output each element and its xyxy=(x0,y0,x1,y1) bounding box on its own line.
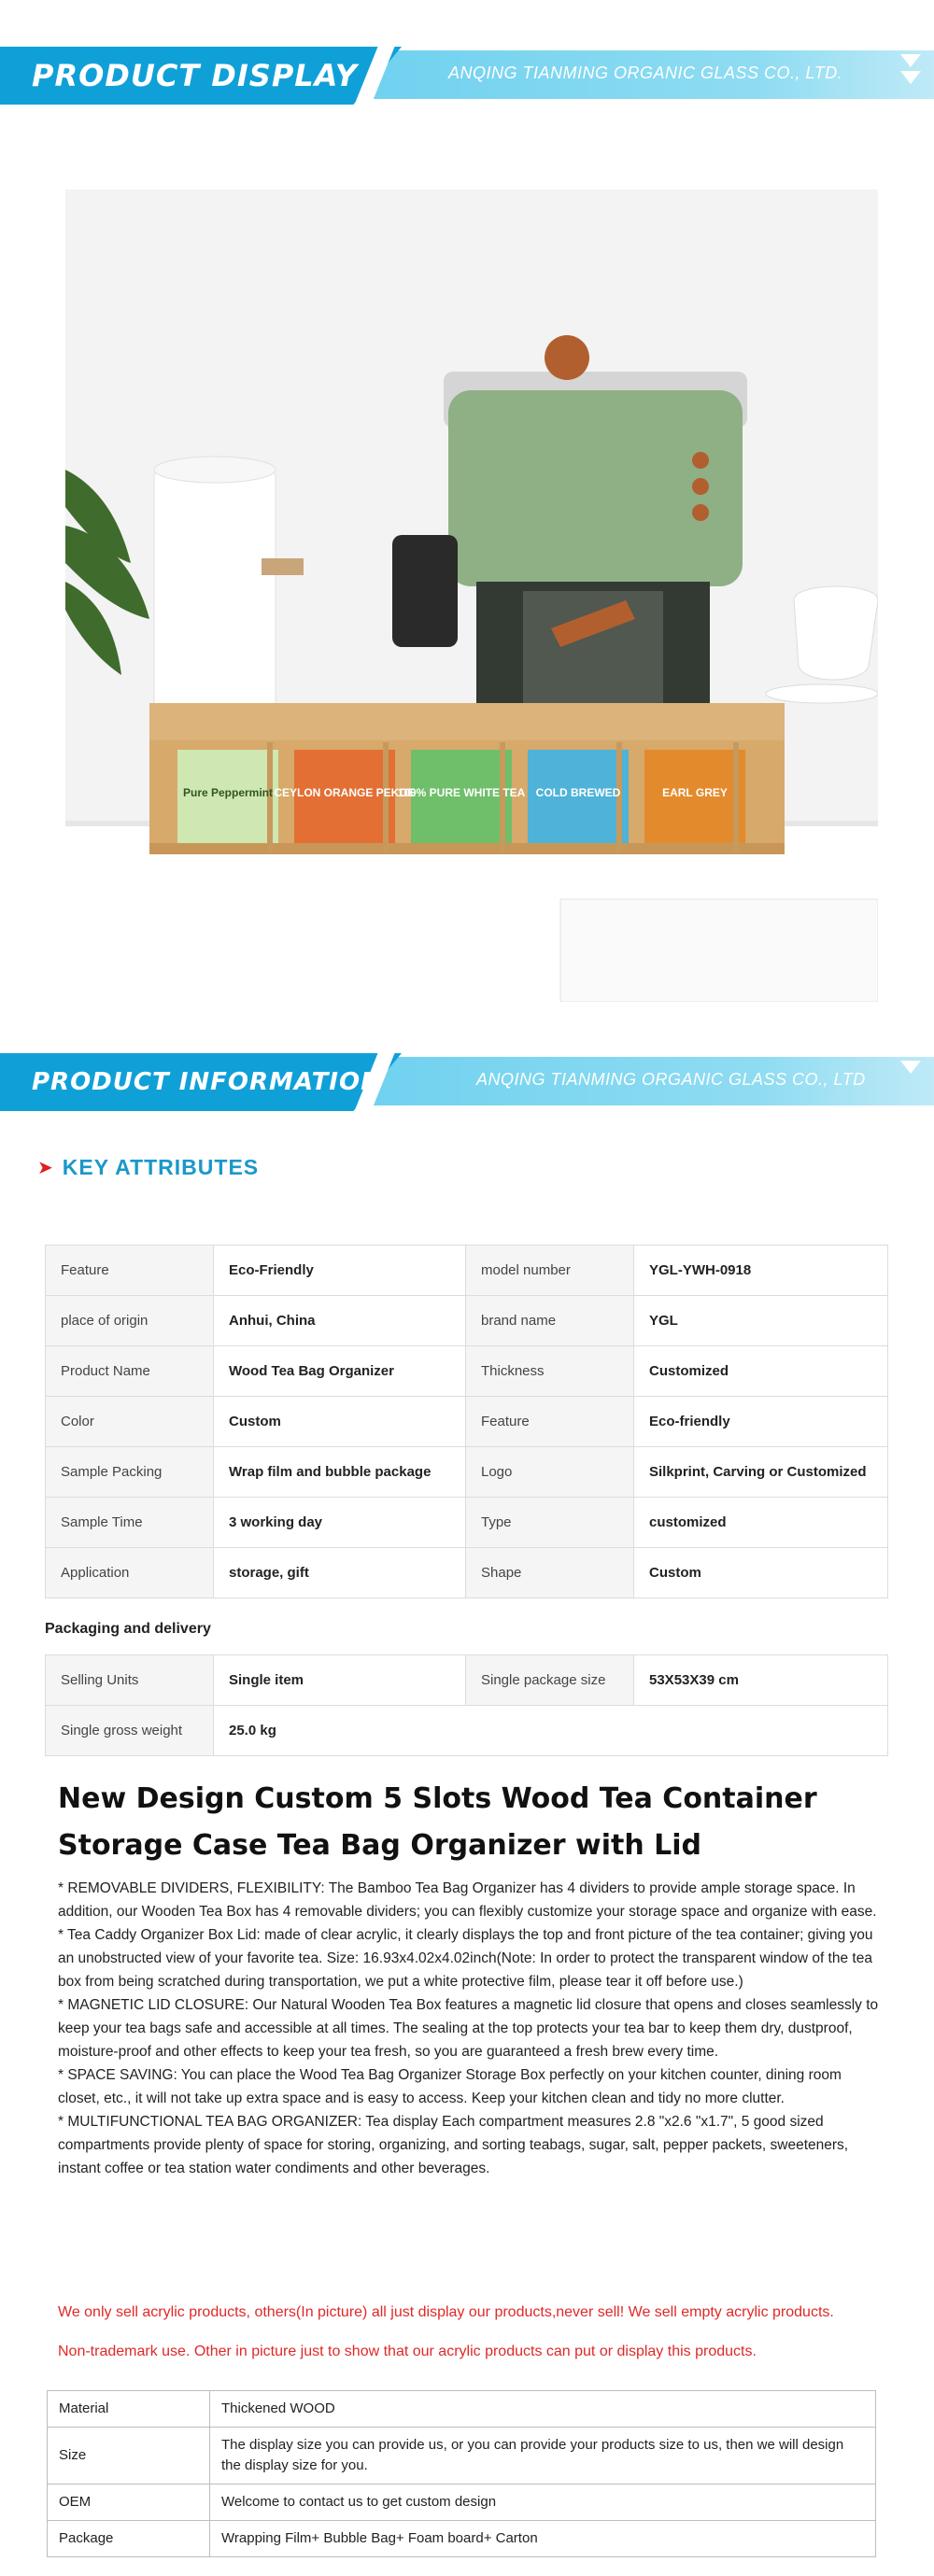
notice-line: We only sell acrylic products, others(In picture) all just display our products,never sell! We sell empty acrylic products. xyxy=(58,2304,834,2320)
chevron-down-icon xyxy=(899,50,923,97)
spec-value: Welcome to contact us to get custom design xyxy=(210,2485,876,2521)
attr-key: place of origin xyxy=(46,1296,214,1346)
attr-key: Product Name xyxy=(46,1346,214,1397)
attr-value: YGL-YWH-0918 xyxy=(634,1246,888,1296)
attr-key: model number xyxy=(466,1246,634,1296)
arrow-right-icon: ➤ xyxy=(37,1158,53,1178)
attr-value: Single item xyxy=(214,1655,466,1706)
tea-label-earl-grey: EARL GREY xyxy=(662,786,728,799)
table-row xyxy=(46,1498,888,1548)
chevron-down-icon xyxy=(899,1057,923,1085)
attr-value: Custom xyxy=(634,1548,888,1598)
notice-line: Non-trademark use. Other in picture just to show that our acrylic products can put or display this products. xyxy=(58,2344,757,2359)
attr-key: Type xyxy=(466,1498,634,1548)
table-row xyxy=(46,1296,888,1346)
attr-key: Shape xyxy=(466,1548,634,1598)
attr-key: Thickness xyxy=(466,1346,634,1397)
tea-label-peppermint: Pure Peppermint xyxy=(182,786,274,799)
spec-table xyxy=(47,2390,876,2557)
attr-value: 25.0 kg xyxy=(214,1706,888,1756)
attr-value: YGL xyxy=(634,1296,888,1346)
spec-key: Package xyxy=(48,2521,210,2557)
attr-value: 53X53X39 cm xyxy=(634,1655,888,1706)
table-row xyxy=(46,1706,888,1756)
table-row xyxy=(48,2485,876,2521)
product-description xyxy=(58,1877,880,2180)
attr-key: Sample Packing xyxy=(46,1447,214,1498)
spec-key: OEM xyxy=(48,2485,210,2521)
banner-title: PRODUCT INFORMATION xyxy=(32,1068,382,1096)
table-row xyxy=(46,1655,888,1706)
attr-value: Custom xyxy=(214,1397,466,1447)
attr-key: Feature xyxy=(46,1246,214,1296)
table-row xyxy=(46,1246,888,1296)
attr-value: Customized xyxy=(634,1346,888,1397)
attr-key: Single gross weight xyxy=(46,1706,214,1756)
tea-label-cold-brewed: COLD BREWED xyxy=(535,786,621,799)
spec-key: Size xyxy=(48,2428,210,2485)
attr-key: Single package size xyxy=(466,1655,634,1706)
table-row xyxy=(46,1447,888,1498)
description-paragraph: * SPACE SAVING: You can place the Wood Tea Bag Organizer Storage Box perfectly on your kitchen counter, dining room closet, etc., it will not take up extra space and is easy to access. Keep your kitchen clean and tidy no more clutter. xyxy=(58,2067,842,2106)
attr-value: Silkprint, Carving or Customized xyxy=(634,1447,888,1498)
description-paragraph: * MAGNETIC LID CLOSURE: Our Natural Wooden Tea Box features a magnetic lid closure that opens and closes seamlessly to keep your tea bags safe and accessible at all times. The sealing at the top protects your tea bar to keep them dry, dustproof, moisture-proof and other effects to keep your tea fresh, so you are guaranteed a fresh brew every time. xyxy=(58,1997,879,2060)
banner-company: ANQING TIANMING ORGANIC GLASS CO., LTD. xyxy=(448,63,843,82)
attr-key: Color xyxy=(46,1397,214,1447)
attr-key: Feature xyxy=(466,1397,634,1447)
attr-value: Wood Tea Bag Organizer xyxy=(214,1346,466,1397)
attr-value: customized xyxy=(634,1498,888,1548)
attr-key: Sample Time xyxy=(46,1498,214,1548)
description-paragraph: * MULTIFUNCTIONAL TEA BAG ORGANIZER: Tea display Each compartment measures 2.8 "x2.6 "x1.7", 5 good sized compartments provide plenty of space for storing, organizing, and sorting teabags, sugar, salt, pepper packets, sweeteners, instant coffee or tea station water condiments and other beverages. xyxy=(58,2114,849,2176)
attr-value: 3 working day xyxy=(214,1498,466,1548)
table-row xyxy=(46,1548,888,1598)
attr-key: Selling Units xyxy=(46,1655,214,1706)
tea-label-ceylon: CEYLON ORANGE PEKOE xyxy=(274,786,416,799)
spec-value: Wrapping Film+ Bubble Bag+ Foam board+ Carton xyxy=(210,2521,876,2557)
product-display-banner xyxy=(0,47,934,110)
banner-title: PRODUCT DISPLAY xyxy=(32,58,358,93)
banner-company: ANQING TIANMING ORGANIC GLASS CO., LTD xyxy=(476,1070,866,1089)
table-row xyxy=(48,2391,876,2428)
attr-key: Application xyxy=(46,1548,214,1598)
table-row xyxy=(46,1397,888,1447)
attr-value: Wrap film and bubble package xyxy=(214,1447,466,1498)
description-paragraph: * Tea Caddy Organizer Box Lid: made of clear acrylic, it clearly displays the top and front picture of the tea container; giving you an unobstructed view of your favorite tea. Size: 16.93x4.02x4.02inch(Note: In order to protect the transparent window of the tea box from being scratched during transportation, we put a white protective film, please tear it off before use.) xyxy=(58,1927,873,1990)
table-row xyxy=(48,2428,876,2485)
packaging-table xyxy=(45,1654,888,1756)
spec-key: Material xyxy=(48,2391,210,2428)
product-information-banner xyxy=(0,1053,934,1117)
packaging-heading: Packaging and delivery xyxy=(45,1621,211,1637)
key-attributes-table xyxy=(45,1245,888,1598)
table-row xyxy=(48,2521,876,2557)
product-photo xyxy=(65,190,878,1002)
attr-value: Eco-friendly xyxy=(634,1397,888,1447)
attr-key: brand name xyxy=(466,1296,634,1346)
description-paragraph: * REMOVABLE DIVIDERS, FLEXIBILITY: The Bamboo Tea Bag Organizer has 4 dividers to provide ample storage space. In addition, our Wooden Tea Box has 4 removable dividers; you can flexibly customize your storage space and organize with ease. xyxy=(58,1880,877,1920)
attr-value: Anhui, China xyxy=(214,1296,466,1346)
spec-value: Thickened WOOD xyxy=(210,2391,876,2428)
attr-value: storage, gift xyxy=(214,1548,466,1598)
attr-key: Logo xyxy=(466,1447,634,1498)
tea-label-white: 100% PURE WHITE TEA xyxy=(397,786,526,799)
attr-value: Eco-Friendly xyxy=(214,1246,466,1296)
table-row xyxy=(46,1346,888,1397)
key-attributes-heading: ➤ KEY ATTRIBUTES xyxy=(37,1155,260,1179)
product-title: New Design Custom 5 Slots Wood Tea Container Storage Case Tea Bag Organizer with Lid xyxy=(58,1782,817,1862)
spec-value: The display size you can provide us, or you can provide your products size to us, then we will design the display size for you. xyxy=(210,2428,876,2485)
